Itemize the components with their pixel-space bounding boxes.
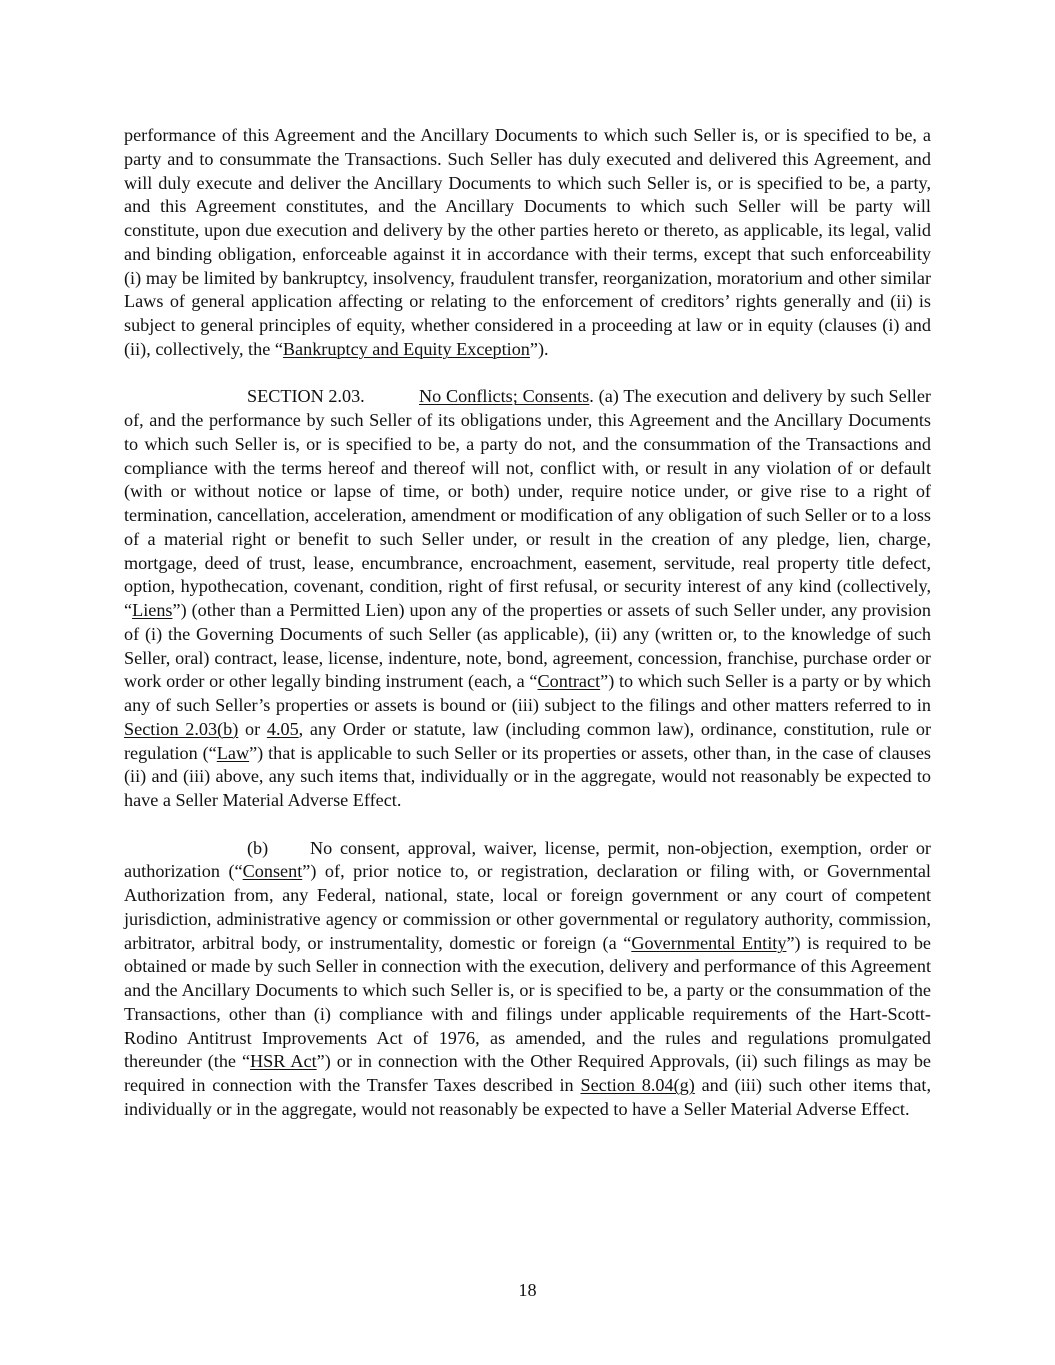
page-number: 18 [518, 1280, 537, 1300]
paragraph-text: or [238, 718, 267, 739]
paragraph-text: performance of this Agreement and the Ancillary Documents to which such Seller is, or is specified to be, a party and to consummate the Transactions. Such Seller has duly executed and delivered this Agreement, and will duly execute and deliver the Ancillary Documents to which such Seller is, or is specified to be, a party, and this Agreement constitutes, and the Ancillary Documents to which such Seller will be party will constitute, upon due execution and delivery by the other parties hereto or thereto, as applicable, its legal, valid and binding obligation, enforceable against it in accordance with their terms, except that such enforceability (i) may be limited by bankruptcy, insolvency, fraudulent transfer, reorganization, moratorium and other similar Laws of general application affecting or relating to the enforcement of creditors’ rights generally and (ii) is subject to general principles of equity, whether considered in a proceeding at law or in equity (clauses (i) and (ii), collectively, the “ [124, 125, 931, 359]
defined-term-consent: Consent [242, 861, 303, 882]
section-2-03-paragraph [124, 385, 931, 813]
paragraph-text: ”) that is applicable to such Seller or its properties or assets, other than, in the case of clauses (ii) and (iii) above, any such items that, individually or in the aggregate, would not reasonably be expected to have a Seller Material Adverse Effect. [124, 742, 931, 810]
defined-term-governmental-entity: Governmental Entity [631, 932, 787, 953]
defined-term-hsr-act: HSR Act [250, 1051, 317, 1072]
cross-reference-section-2-03b: Section 2.03(b) [124, 718, 239, 739]
paragraph-due-authorization [124, 124, 931, 362]
paragraph-text: No consent, approval, waiver, license, permit, non-objection, exemption, order or authorization (“ [124, 837, 931, 882]
paragraph-text: ”) of, prior notice to, or registration, declaration or filing with, or Governmental Authorization from, any Federal, national, state, local or foreign government or any court of competent jurisdiction, administrative agency or commission or other governmental or regulatory authority, commission, arbitrator, arbitral body, or instrumentality, domestic or foreign (a “ [124, 861, 931, 953]
paragraph-spacer [124, 362, 931, 386]
defined-term-bankruptcy-exception: Bankruptcy and Equity Exception [282, 338, 530, 359]
paragraph-text: , any Order or statute, law (including common law), ordinance, constitution, rule or regulation (“ [124, 718, 932, 763]
paragraph-text: . (a) The execution and delivery by such Seller of, and the performance by such Seller of its obligations under, this Agreement and the Ancillary Documents to which such Seller is, or is specified to be, a party do not, and the consummation of the Transactions and compliance with the terms hereof and thereof will not, conflict with, or result in any violation of or default (with or without notice or lapse of time, or both) under, require notice under, or give rise to a right of termination, cancellation, acceleration, amendment or modification of any obligation of such Seller or to a loss of a material right or benefit to such Seller under, or result in the creation of any pledge, lien, charge, mortgage, deed of trust, lease, encumbrance, encroachment, easement, servitude, real property title defect, option, hypothecation, covenant, condition, right of first refusal, or security interest of any kind (collectively, “ [124, 386, 931, 620]
paragraph-text: ”) to which such Seller is a party or by which any of such Seller’s properties or assets is bound or (iii) subject to the filings and other matters referred to in [124, 671, 931, 715]
paragraph-text: ”) is required to be obtained or made by such Seller in connection with the execution, delivery and performance of this Agreement and the Ancillary Documents to which such Seller is, or is specified to be, a party or the consummation of the Transactions, other than (i) compliance with and filings under applicable requirements of the Hart-Scott-Rodino Antitrust Improvements Act of 1976, as amended, and the rules and regulations promulgated thereunder (the “ [124, 932, 932, 1072]
cross-reference-4-05: 4.05 [266, 718, 299, 739]
cross-reference-section-8-04g: Section 8.04(g) [580, 1075, 695, 1095]
defined-term-liens: Liens [132, 600, 173, 620]
subsection-number: (b) [247, 837, 269, 858]
paragraph-text: ”) or in connection with the Other Required Approvals, (ii) such filings as may be required in connection with the Transfer Taxes described in [124, 1051, 931, 1095]
section-heading: No Conflicts; Consents [419, 386, 590, 407]
subsection-b-paragraph [124, 837, 931, 1122]
paragraph-text: ”) (other than a Permitted Lien) upon any of the properties or assets of such Seller under, any provision of (i) the Governing Documents of such Seller (as applicable), (ii) any (written or, to the knowledge of such Seller, oral) contract, lease, license, indenture, note, bond, agreement, concession, franchise, purchase order or work order or other legally binding instrument (each, a “ [124, 600, 931, 692]
defined-term-contract: Contract [537, 671, 601, 692]
paragraph-text: and (iii) such other items that, individually or in the aggregate, would not reasonably be expected to have a Seller Material Adverse Effect. [124, 1075, 932, 1119]
paragraph-text: ”). [529, 338, 549, 359]
section-number: SECTION 2.03. [247, 386, 365, 407]
paragraph-spacer [124, 813, 931, 837]
defined-term-law: Law [216, 742, 250, 763]
document-page [124, 124, 931, 1122]
